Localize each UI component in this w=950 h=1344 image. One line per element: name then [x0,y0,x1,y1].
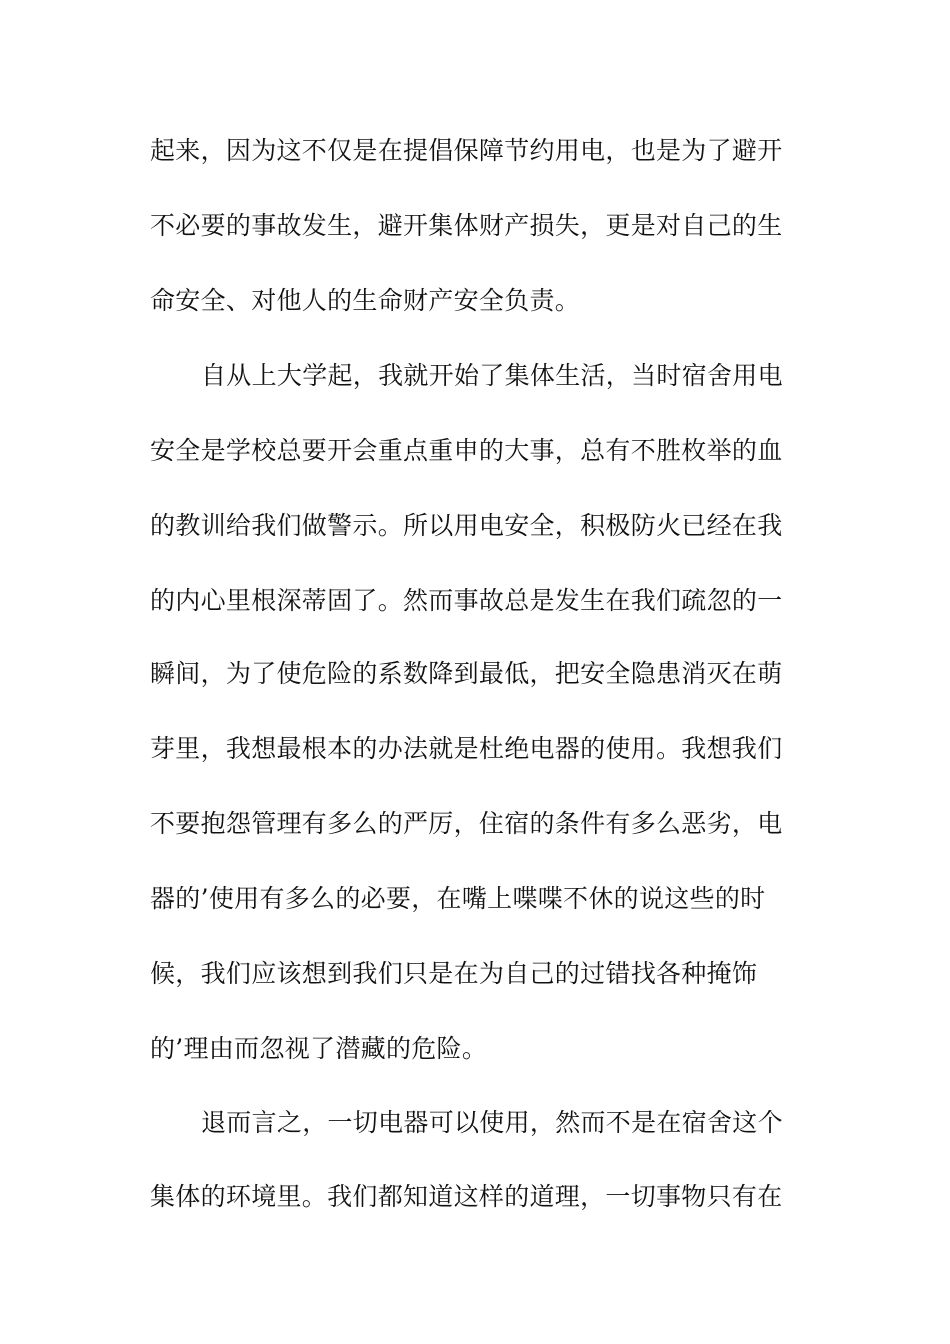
text-line: 的教训给我们做警示。所以用电安全，积极防火已经在我 [150,511,783,540]
text-line: 器的’使用有多么的必要，在嘴上喋喋不休的说这些的时 [150,884,766,913]
text-line: 命安全、对他人的生命财产安全负责。 [150,286,581,315]
text-line: 芽里，我想最根本的办法就是杜绝电器的使用。我想我们 [150,734,783,763]
text-line: 的内心里根深蒂固了。然而事故总是发生在我们疏忽的一 [150,586,783,615]
text-line: 不必要的事故发生，避开集体财产损失，更是对自己的生 [150,211,783,240]
paragraph-start-line: 退而言之，一切电器可以使用，然而不是在宿舍这个 [201,1108,783,1137]
text-line: 候，我们应该想到我们只是在为自己的过错找各种掩饰 [150,959,758,988]
text-line: 安全是学校总要开会重点重申的大事，总有不胜枚举的血 [150,436,783,465]
text-line: 的’理由而忽视了潜藏的危险。 [150,1034,488,1063]
text-line: 瞬间，为了使危险的系数降到最低，把安全隐患消灭在萌 [150,659,783,688]
text-line: 集体的环境里。我们都知道这样的道理，一切事物只有在 [150,1182,783,1211]
text-line: 不要抱怨管理有多么的严厉，住宿的条件有多么恶劣，电 [150,809,783,838]
paragraph-start-line: 自从上大学起，我就开始了集体生活，当时宿舍用电 [201,361,783,390]
text-line: 起来，因为这不仅是在提倡保障节约用电，也是为了避开 [150,136,783,165]
